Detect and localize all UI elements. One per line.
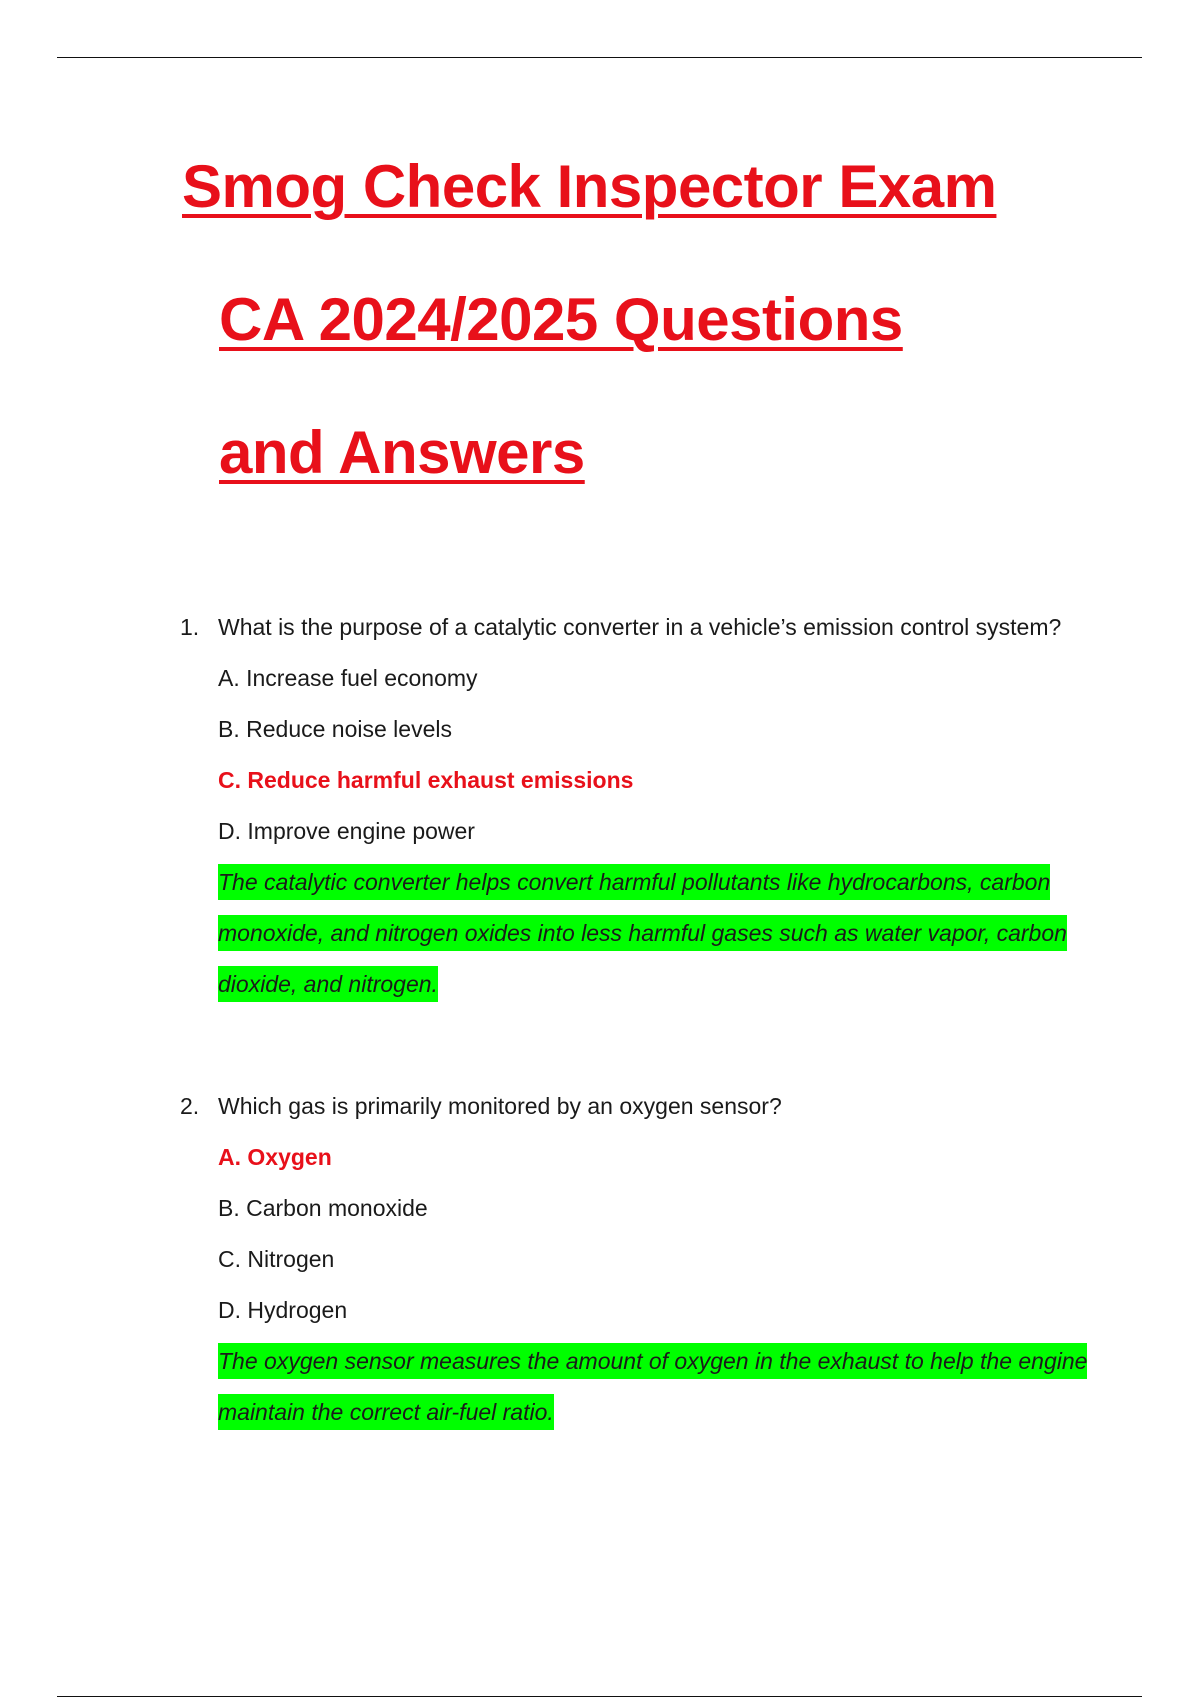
question-1-option-b: B. Reduce noise levels — [218, 716, 452, 742]
title-line-3: and Answers — [219, 419, 585, 486]
question-1 — [180, 602, 1110, 1010]
question-2-explanation-text: The oxygen sensor measures the amount of oxygen in the exhaust to help the engine maintain the correct air-fuel ratio. — [218, 1343, 1087, 1430]
question-1-option-d: D. Improve engine power — [218, 818, 475, 844]
question-2-text: Which gas is primarily monitored by an oxygen sensor? — [218, 1093, 782, 1119]
bottom-rule — [57, 1696, 1142, 1697]
question-2-option-b: B. Carbon monoxide — [218, 1195, 428, 1221]
question-1-option-a: A. Increase fuel economy — [218, 665, 478, 691]
question-1-text: What is the purpose of a catalytic converter in a vehicle’s emission control system? — [218, 614, 1062, 640]
question-2-explanation — [180, 1336, 1110, 1438]
top-rule — [57, 57, 1142, 58]
question-2-number: 2. — [180, 1093, 200, 1119]
question-1-option-c-correct: C. Reduce harmful exhaust emissions — [218, 767, 634, 793]
question-2-prompt — [180, 1081, 1110, 1132]
question-2 — [180, 1081, 1110, 1438]
question-1-explanation-text: The catalytic converter helps convert harmful pollutants like hydrocarbons, carbon monoxide, and nitrogen oxides into less harmful gases such as water vapor, carbon dioxide, and nitrogen. — [218, 864, 1067, 1002]
question-2-option-c: C. Nitrogen — [218, 1246, 335, 1272]
title-line-2: CA 2024/2025 Questions — [219, 286, 903, 353]
title-line-1: Smog Check Inspector Exam — [182, 153, 997, 220]
question-2-option-a-correct: A. Oxygen — [218, 1144, 332, 1170]
question-1-prompt — [180, 602, 1110, 653]
question-2-option-d: D. Hydrogen — [218, 1297, 348, 1323]
question-1-explanation — [180, 857, 1110, 1010]
question-1-number: 1. — [180, 614, 200, 640]
